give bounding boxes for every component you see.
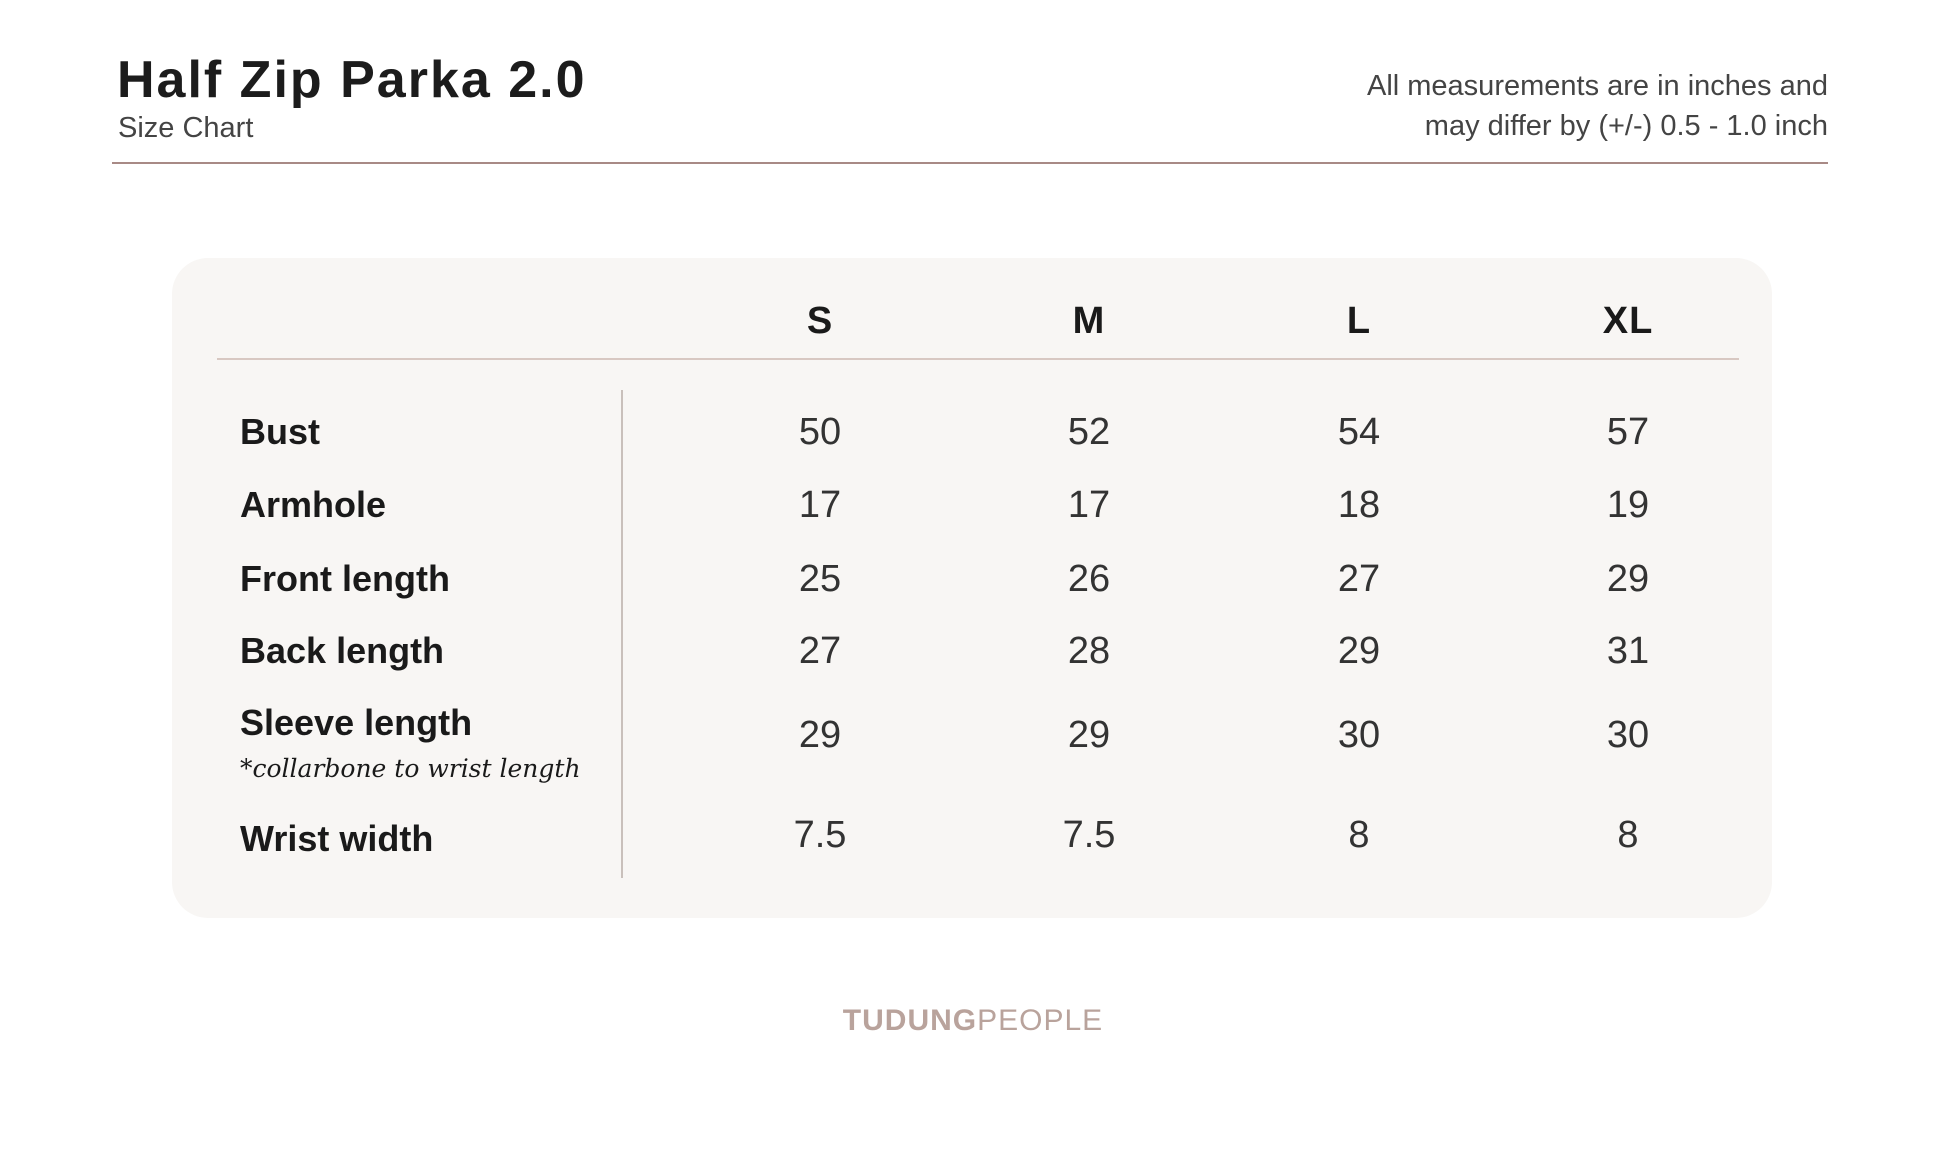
- header-underline: [217, 358, 1739, 360]
- cell-value: 29: [798, 714, 842, 756]
- size-header-row: [172, 258, 1772, 358]
- cell-value: 30: [1337, 714, 1381, 756]
- cell-value: 8: [1348, 814, 1370, 856]
- brand-logo: [0, 1004, 1946, 1038]
- cell-value: 52: [1067, 411, 1111, 453]
- row-sublabel: *collarbone to wrist length: [240, 754, 581, 783]
- page-title: Half Zip Parka 2.0: [117, 51, 587, 109]
- cell-value: 19: [1606, 484, 1650, 526]
- measurement-note-line1: All measurements are in inches and: [1366, 70, 1828, 102]
- cell-value: 27: [798, 630, 842, 672]
- cell-value: 30: [1606, 714, 1650, 756]
- cell-value: 28: [1067, 630, 1111, 672]
- cell-value: 27: [1337, 558, 1381, 600]
- row-label: Bust: [240, 411, 320, 452]
- cell-value: 17: [1067, 484, 1111, 526]
- cell-value: 7.5: [793, 814, 847, 856]
- cell-value: 29: [1606, 558, 1650, 600]
- row-label: Sleeve length: [240, 702, 473, 743]
- brand-logo-bold: TUDUNG: [842, 1004, 978, 1037]
- page-subtitle: Size Chart: [118, 112, 254, 144]
- measurement-note: [1268, 66, 1828, 146]
- cell-value: 54: [1337, 411, 1381, 453]
- cell-value: 18: [1337, 484, 1381, 526]
- size-chart-card: [172, 258, 1772, 918]
- cell-value: 57: [1606, 411, 1650, 453]
- cell-value: 50: [798, 411, 842, 453]
- size-header-l: L: [1346, 300, 1372, 342]
- measurement-note-line2: may differ by (+/-) 0.5 - 1.0 inch: [1424, 110, 1828, 142]
- brand-logo-light: PEOPLE: [977, 1004, 1104, 1037]
- row-label: Armhole: [240, 484, 387, 525]
- cell-value: 29: [1067, 714, 1111, 756]
- cell-value: 8: [1617, 814, 1639, 856]
- header-divider: [112, 162, 1828, 164]
- size-header-xl: XL: [1602, 300, 1654, 342]
- size-header-m: M: [1072, 300, 1106, 342]
- row-label: Wrist width: [240, 818, 434, 859]
- label-column-divider: [621, 390, 623, 878]
- cell-value: 29: [1337, 630, 1381, 672]
- cell-value: 31: [1606, 630, 1650, 672]
- row-label: Front length: [240, 558, 450, 599]
- size-header-s: S: [806, 300, 834, 342]
- cell-value: 7.5: [1062, 814, 1116, 856]
- cell-value: 25: [798, 558, 842, 600]
- cell-value: 26: [1067, 558, 1111, 600]
- row-label: Back length: [240, 630, 445, 671]
- cell-value: 17: [798, 484, 842, 526]
